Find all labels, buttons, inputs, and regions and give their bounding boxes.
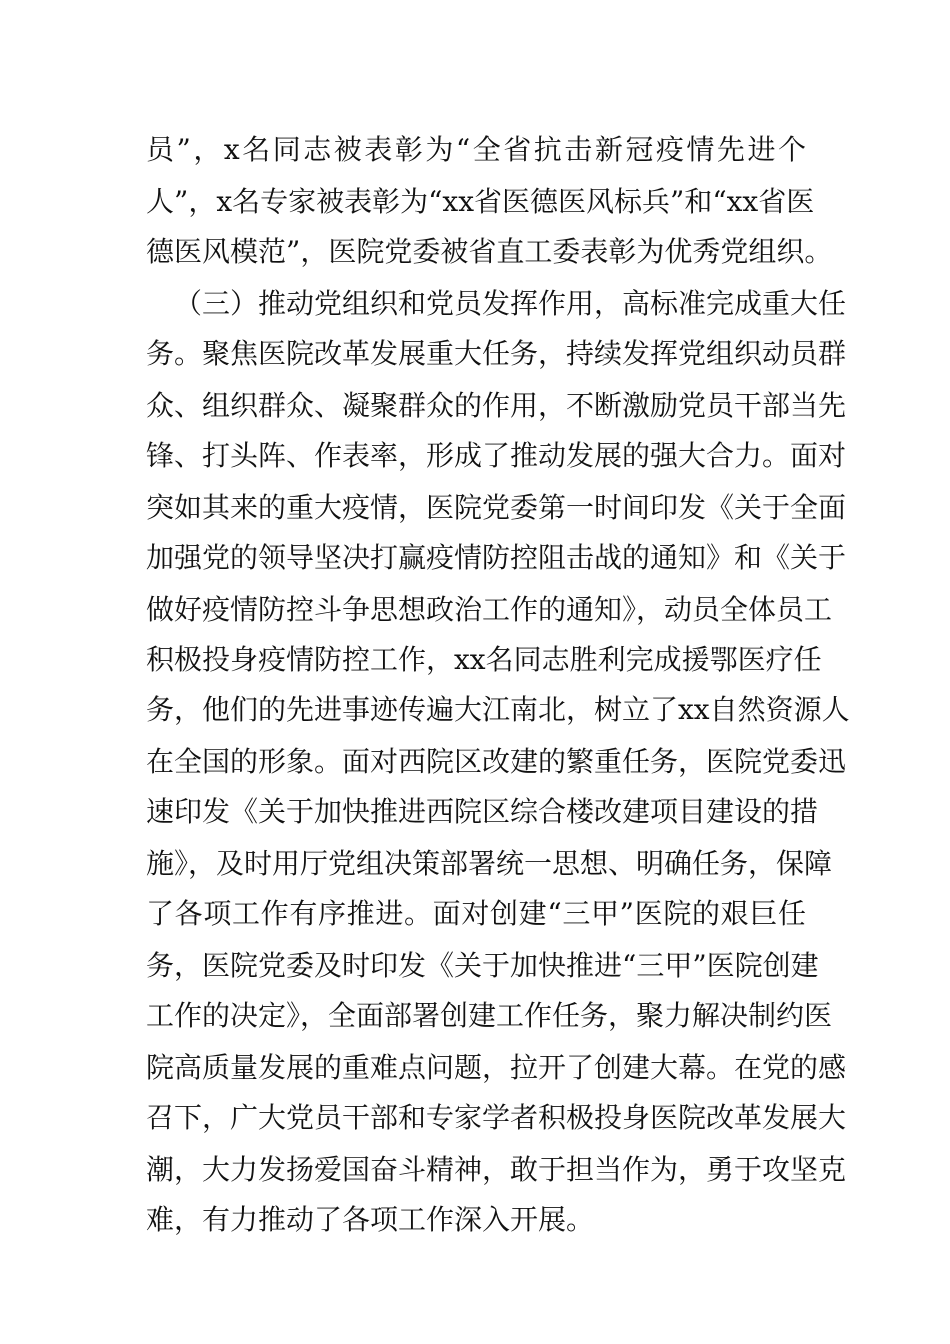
text-line: 速印发《关于加快推进西院区综合楼改建项目建设的措: [146, 795, 819, 828]
text-line: 突如其来的重大疫情，医院党委第一时间印发《关于全面: [146, 491, 847, 524]
paragraph-heading-line: （三）推动党组织和党员发挥作用，高标准完成重大任: [174, 287, 847, 320]
text-line: 难，有力推动了各项工作深入开展。: [146, 1203, 595, 1236]
text-line: 务。聚焦医院改革发展重大任务，持续发挥党组织动员群: [146, 337, 847, 370]
text-line: 务，医院党委及时印发《关于加快推进“三甲”医院创建: [146, 949, 819, 982]
text-line: 务，他们的先进事迹传遍大江南北，树立了xx自然资源人: [146, 693, 850, 726]
text-line: 锋、打头阵、作表率，形成了推动发展的强大合力。面对: [146, 439, 847, 472]
text-line: 众、组织群众、凝聚群众的作用，不断激励党员干部当先: [146, 389, 847, 422]
text-line: 施》，及时用厅党组决策部署统一思想、明确任务，保障: [146, 847, 833, 880]
text-line: 德医风模范”，医院党委被省直工委表彰为优秀党组织。: [146, 235, 833, 268]
text-line: 人”，x名专家被表彰为“xx省医德医风标兵”和“xx省医: [146, 185, 815, 218]
text-line: 召下，广大党员干部和专家学者积极投身医院改革发展大: [146, 1101, 847, 1134]
text-line: 加强党的领导坚决打赢疫情防控阻击战的通知》和《关于: [146, 541, 847, 574]
text-line: 工作的决定》，全面部署创建工作任务，聚力解决制约医: [146, 999, 833, 1032]
text-line: 做好疫情防控斗争思想政治工作的通知》，动员全体员工: [146, 593, 833, 626]
text-line: 员”，x名同志被表彰为“全省抗击新冠疫情先进个: [146, 133, 806, 166]
text-line: 院高质量发展的重难点问题，拉开了创建大幕。在党的感: [146, 1051, 847, 1084]
text-line: 潮，大力发扬爱国奋斗精神，敢于担当作为，勇于攻坚克: [146, 1153, 847, 1186]
text-line: 积极投身疫情防控工作，xx名同志胜利完成援鄂医疗任: [146, 643, 822, 676]
text-line: 在全国的形象。面对西院区改建的繁重任务，医院党委迅: [146, 745, 847, 778]
text-line: 了各项工作有序推进。面对创建“三甲”医院的艰巨任: [146, 897, 806, 930]
